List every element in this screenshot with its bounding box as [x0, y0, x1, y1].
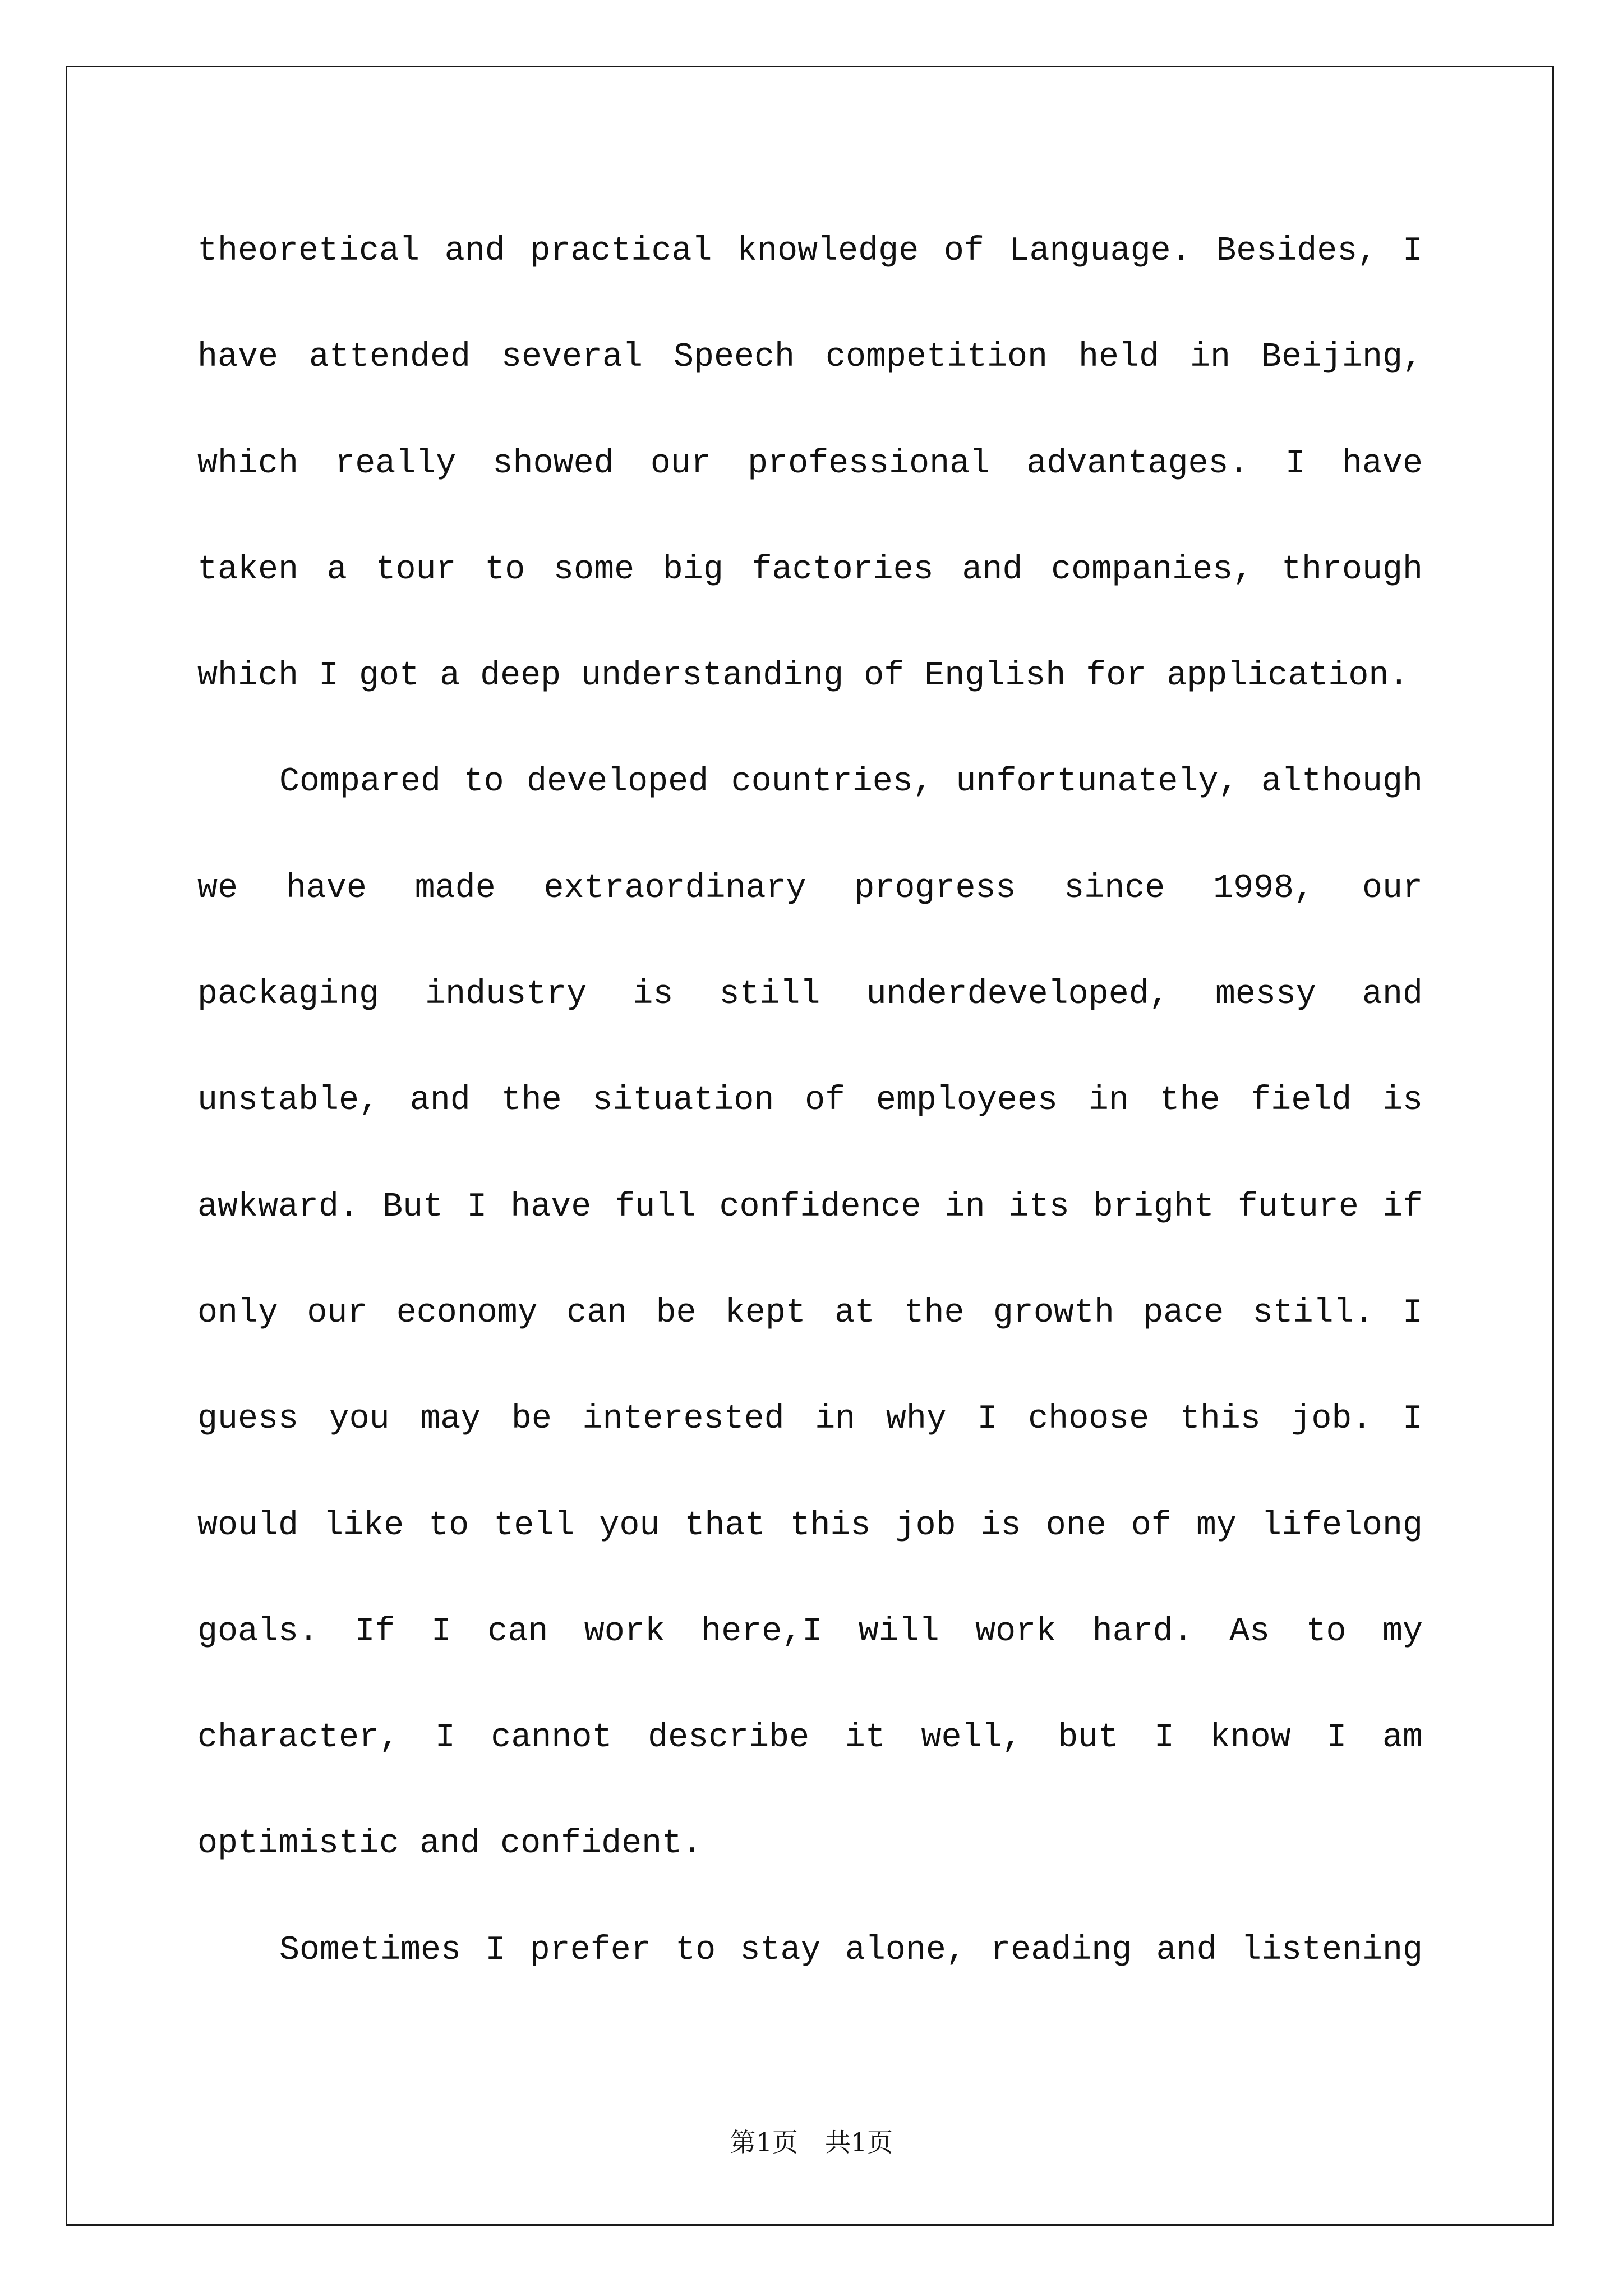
text-line: optimistic and confident.	[197, 1825, 703, 1864]
text-line: awkward. But I have full confidence in its bright future if	[197, 1188, 1423, 1226]
document-body	[197, 199, 1423, 2004]
text-line: character, I cannot describe it well, but I know I am	[197, 1719, 1423, 1757]
text-line: Compared to developed countries, unfortunately, although	[279, 763, 1423, 802]
paragraph-1	[197, 199, 1423, 729]
text-line: which really showed our professional advantages. I have	[197, 444, 1423, 483]
text-line: unstable, and the situation of employees in the field is	[197, 1082, 1423, 1120]
text-line: we have made extraordinary progress since 1998, our	[197, 869, 1423, 908]
page-total: 共1页	[825, 2127, 893, 2157]
text-line: taken a tour to some big factories and companies, through	[197, 550, 1423, 589]
page-footer	[0, 2126, 1623, 2159]
page-number: 第1页	[730, 2127, 798, 2157]
text-line: Sometimes I prefer to stay alone, reading and listening	[279, 1931, 1423, 1970]
text-line: only our economy can be kept at the growth pace still. I	[197, 1294, 1423, 1332]
text-line: have attended several Speech competition held in Beijing,	[197, 338, 1423, 377]
text-line: would like to tell you that this job is one of my lifelong	[197, 1506, 1423, 1545]
text-line: packaging industry is still underdeveloped, messy and	[197, 976, 1423, 1014]
text-line: goals. If I can work here,I will work hard. As to my	[197, 1612, 1423, 1651]
text-line: which I got a deep understanding of English for application.	[197, 657, 1409, 696]
text-line: guess you may be interested in why I choose this job. I	[197, 1400, 1423, 1439]
paragraph-2	[197, 729, 1423, 1897]
paragraph-3	[197, 1898, 1423, 2004]
text-line: theoretical and practical knowledge of Language. Besides, I	[197, 232, 1423, 270]
